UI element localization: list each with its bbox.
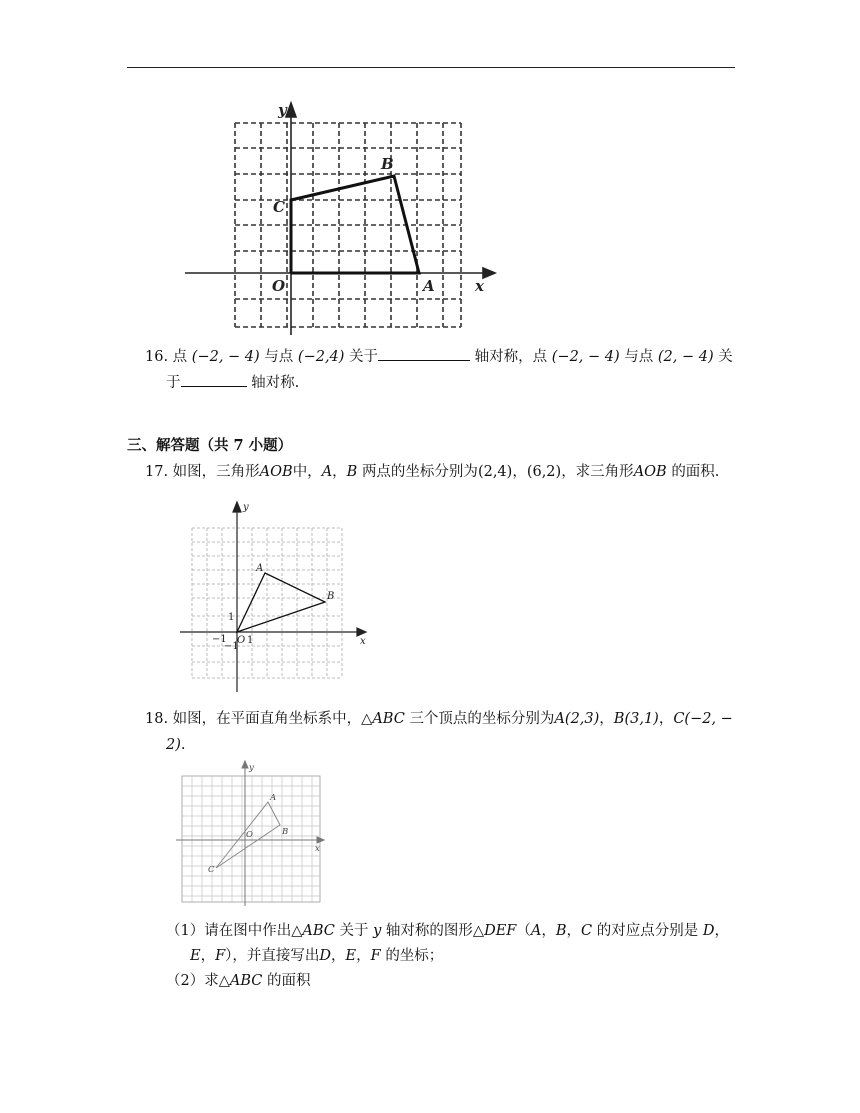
figure-q17 (176, 496, 371, 696)
q17-text: 17. 如图，三角形AOB中，A，B 两点的坐标分别为(2,4)，(6,2)，求三角形AOB 的面积. (145, 464, 720, 480)
answer-blank-2[interactable] (181, 372, 247, 387)
dashed-grid (235, 123, 461, 327)
dashed-grid (192, 528, 342, 678)
section-title: 三、解答题（共 7 小题） (127, 437, 293, 454)
tick-neg1-x: −1 (212, 634, 227, 645)
q18-line2: 2). (166, 737, 186, 753)
label-A: A (423, 277, 435, 295)
label-B: B (381, 155, 394, 173)
label-B: B (327, 591, 335, 602)
tick-1-x: 1 (247, 635, 254, 646)
label-O: O (237, 635, 246, 646)
label-x: x (315, 844, 320, 854)
axes (180, 502, 366, 692)
label-x: x (475, 277, 484, 295)
label-y: y (278, 101, 287, 119)
q18-line1: 18. 如图，在平面直角坐标系中，△ABC 三个顶点的坐标分别为A(2,3)，B(3,1)，C(−2, − (145, 711, 733, 727)
q16-line1: 16. 点 (−2, − 4) 与点 (−2,4) 关于 轴对称，点 (−2, − 4) 与点 (2, − 4) 关 (145, 346, 733, 367)
q18-part2: （2）求△ABC 的面积 (166, 973, 311, 989)
answer-blank-1[interactable] (378, 346, 470, 361)
figure-q18 (172, 758, 330, 908)
q18-part1-line2: E，F），并直接写出D，E，F 的坐标； (190, 948, 444, 964)
label-x: x (360, 636, 366, 647)
label-C: C (273, 198, 285, 216)
figure-q15 (165, 95, 505, 340)
label-y: y (243, 502, 249, 513)
tick-neg1-y: −1 (224, 641, 239, 652)
label-C: C (208, 865, 215, 875)
header-rule (127, 67, 735, 68)
q16-line2: 于 轴对称. (166, 372, 299, 393)
label-A: A (270, 793, 277, 803)
label-B: B (282, 827, 289, 837)
label-O: O (272, 277, 286, 295)
label-y: y (249, 763, 254, 773)
axes (185, 103, 495, 335)
label-O: O (246, 830, 253, 840)
tick-1-y: 1 (228, 612, 235, 623)
q18-part1-line1: （1）请在图中作出△ABC 关于 y 轴对称的图形△DEF（A，B，C 的对应点分别是 D， (166, 923, 729, 939)
label-A: A (256, 563, 264, 574)
